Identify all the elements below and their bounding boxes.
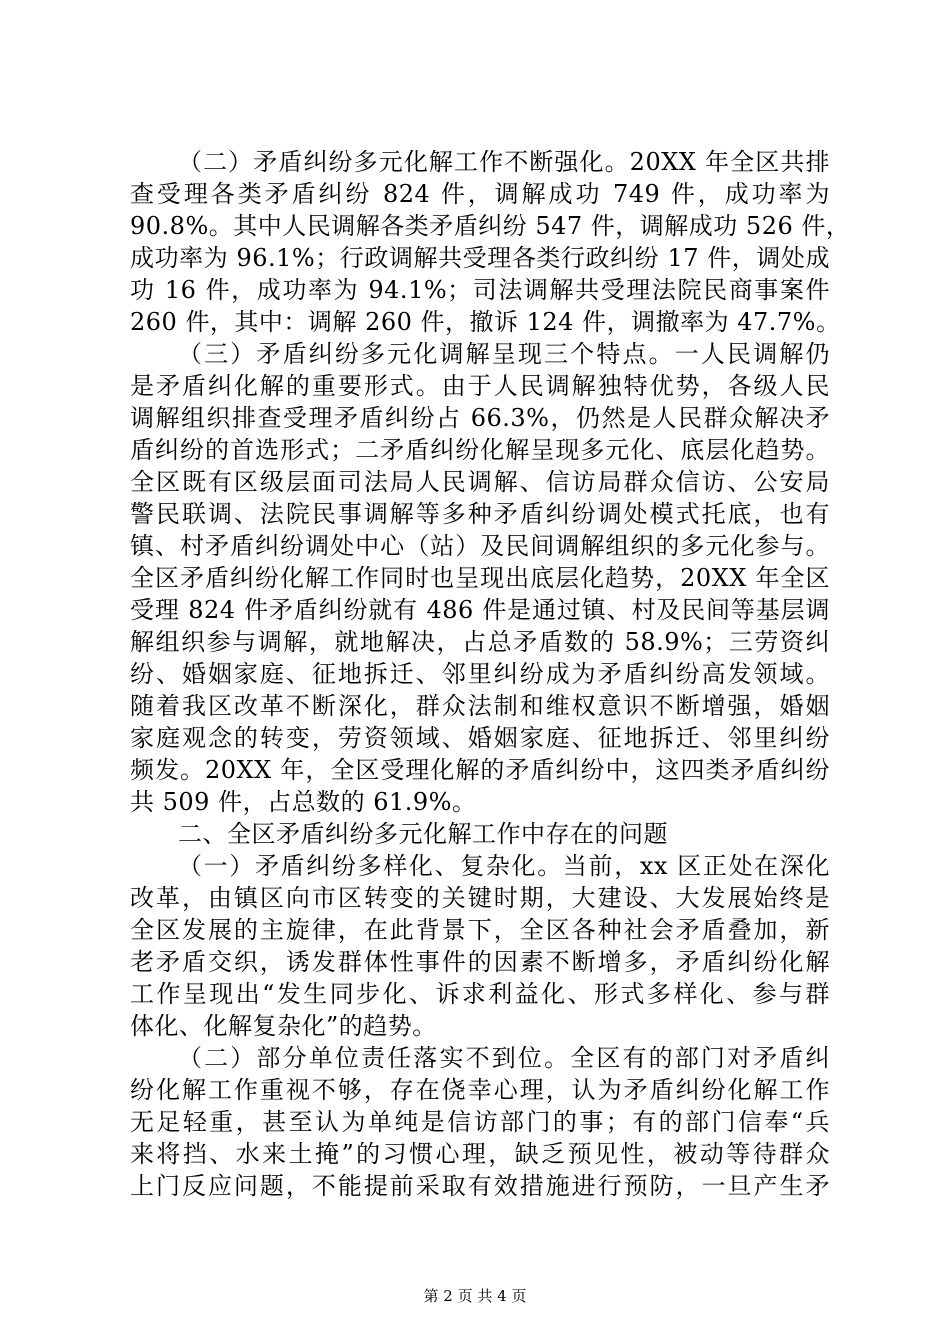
text-line: 频发。20XX 年，全区受理化解的矛盾纠纷中，这四类矛盾纠纷 — [130, 756, 830, 784]
paragraph — [130, 850, 830, 1042]
text-line: （三）矛盾纠纷多元化调解呈现三个特点。一人民调解仍 — [178, 340, 830, 368]
text-line: 共 509 件，占总数的 61.9%。 — [130, 788, 477, 816]
text-line: （二）矛盾纠纷多元化解工作不断强化。20XX 年全区共排 — [178, 148, 830, 176]
text-line: 查受理各类矛盾纠纷 824 件，调解成功 749 件，成功率为 — [130, 180, 830, 208]
text-line: 受理 824 件矛盾纠纷就有 486 件是通过镇、村及民间等基层调 — [130, 596, 830, 624]
text-line: 来将挡、水来土掩”的习惯心理，缺乏预见性，被动等待群众 — [130, 1140, 830, 1168]
paragraph — [130, 146, 851, 338]
text-line: 纷、婚姻家庭、征地拆迁、邻里纠纷成为矛盾纠纷高发领域。 — [130, 660, 830, 688]
text-line: 解组织参与调解，就地解决，占总矛盾数的 58.9%；三劳资纠 — [130, 628, 830, 656]
text-line: （二）部分单位责任落实不到位。全区有的部门对矛盾纠 — [178, 1044, 830, 1072]
text-line: 警民联调、法院民事调解等多种矛盾纠纷调处模式托底，也有 — [130, 500, 830, 528]
page-number: 第 2 页 共 4 页 — [423, 1287, 527, 1305]
text-line: 盾纠纷的首选形式；二矛盾纠纷化解呈现多元化、底层化趋势。 — [130, 436, 830, 464]
text-line: 老矛盾交织，诱发群体性事件的因素不断增多，矛盾纠纷化解 — [130, 948, 830, 976]
text-line: （一）矛盾纠纷多样化、复杂化。当前，xx 区正处在深化 — [178, 852, 830, 880]
text-line: 全区发展的主旋律，在此背景下，全区各种社会矛盾叠加，新 — [130, 916, 830, 944]
text-line: 功 16 件，成功率为 94.1%；司法调解共受理法院民商事案件 — [130, 276, 830, 304]
text-line: 改革，由镇区向市区转变的关键时期，大建设、大发展始终是 — [130, 884, 830, 912]
text-line: 上门反应问题，不能提前采取有效措施进行预防，一旦产生矛 — [130, 1172, 830, 1200]
text-line: 全区既有区级层面司法局人民调解、信访局群众信访、公安局 — [130, 468, 830, 496]
paragraph — [130, 338, 830, 818]
text-line: 镇、村矛盾纠纷调处中心（站）及民间调解组织的多元化参与。 — [130, 532, 830, 560]
text-line: 成功率为 96.1%；行政调解共受理各类行政纠纷 17 件，调处成 — [130, 244, 830, 272]
text-line: 工作呈现出“发生同步化、诉求利益化、形式多样化、参与群 — [130, 980, 830, 1008]
text-line: 随着我区改革不断深化，群众法制和维权意识不断增强，婚姻 — [130, 692, 830, 720]
text-line: 90.8%。其中人民调解各类矛盾纠纷 547 件，调解成功 526 件， — [130, 212, 851, 240]
text-line: 260 件，其中：调解 260 件，撤诉 124 件，调撤率为 47.7%。 — [130, 308, 841, 336]
text-line: 二、全区矛盾纠纷多元化解工作中存在的问题 — [178, 820, 668, 848]
section-heading — [130, 818, 830, 850]
page-footer — [0, 1285, 950, 1306]
text-line: 是矛盾纠化解的重要形式。由于人民调解独特优势，各级人民 — [130, 372, 830, 400]
text-line: 全区矛盾纠纷化解工作同时也呈现出底层化趋势，20XX 年全区 — [130, 564, 830, 592]
text-line: 家庭观念的转变，劳资领域、婚姻家庭、征地拆迁、邻里纠纷 — [130, 724, 830, 752]
text-line: 体化、化解复杂化”的趋势。 — [130, 1012, 437, 1040]
text-line: 无足轻重，甚至认为单纯是信访部门的事；有的部门信奉“兵 — [130, 1108, 830, 1136]
text-line: 调解组织排查受理矛盾纠纷占 66.3%，仍然是人民群众解决矛 — [130, 404, 830, 432]
document-body — [130, 146, 851, 1202]
text-line: 纷化解工作重视不够，存在侥幸心理，认为矛盾纠纷化解工作 — [130, 1076, 830, 1104]
paragraph — [130, 1042, 830, 1202]
